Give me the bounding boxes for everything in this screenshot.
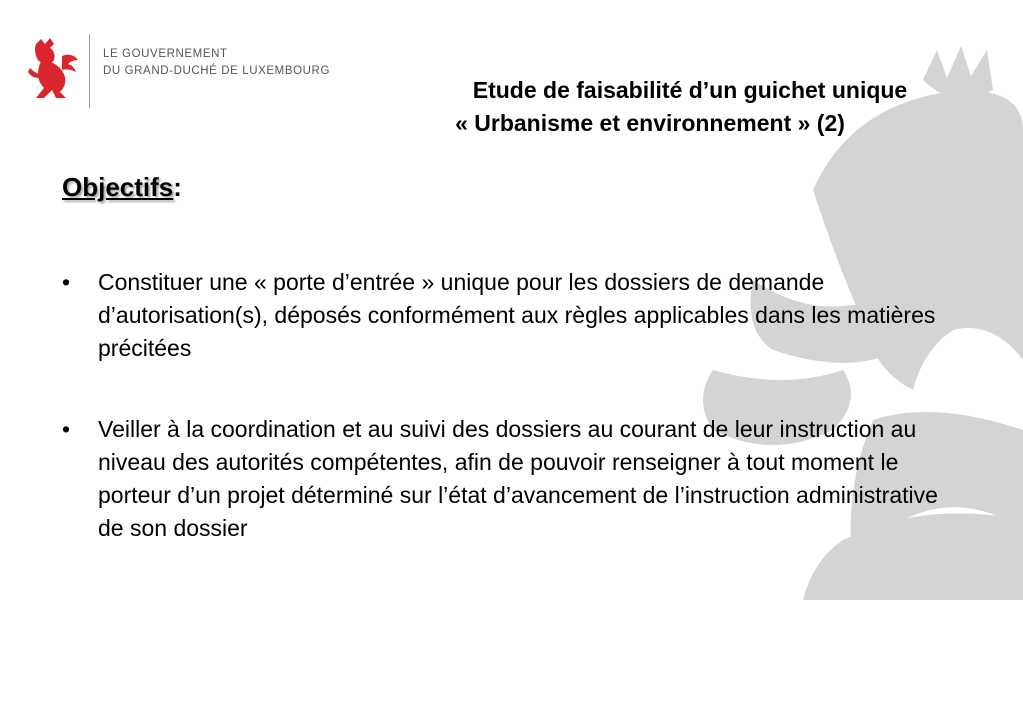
objectives-heading-text: Objectifs [62, 172, 174, 202]
government-line-2: DU GRAND-DUCHÉ DE LUXEMBOURG [103, 65, 331, 77]
government-name [103, 46, 330, 80]
logo-divider [89, 34, 90, 108]
objectives-heading-colon: : [173, 172, 182, 202]
bullet-text-1: Constituer une « porte d’entrée » unique pour les dossiers de demande d’autorisation(s), déposés conformément aux règles applicables dans les matières précitées [98, 269, 936, 361]
luxembourg-lion-logo-icon [28, 38, 80, 100]
government-line-1: LE GOUVERNEMENT [103, 48, 228, 60]
objectives-heading [62, 172, 182, 203]
objectives-list [62, 266, 962, 545]
bullet-icon: • [62, 416, 71, 442]
bullet-text-2: Veiller à la coordination et au suivi des dossiers au courant de leur instruction au niveau des autorités compétentes, afin de pouvoir renseigner à tout moment le porteur d’un projet déterminé sur l’état d’avancement de l’instruction administrative de son dossier [98, 416, 938, 541]
slide-title-line-1: Etude de faisabilité d’un guichet unique [472, 77, 908, 103]
slide-title [300, 74, 1000, 140]
list-item [62, 413, 962, 545]
list-item [62, 266, 962, 365]
bullet-icon: • [62, 269, 71, 295]
slide-title-line-2: « Urbanisme et environnement » (2) [455, 110, 845, 136]
